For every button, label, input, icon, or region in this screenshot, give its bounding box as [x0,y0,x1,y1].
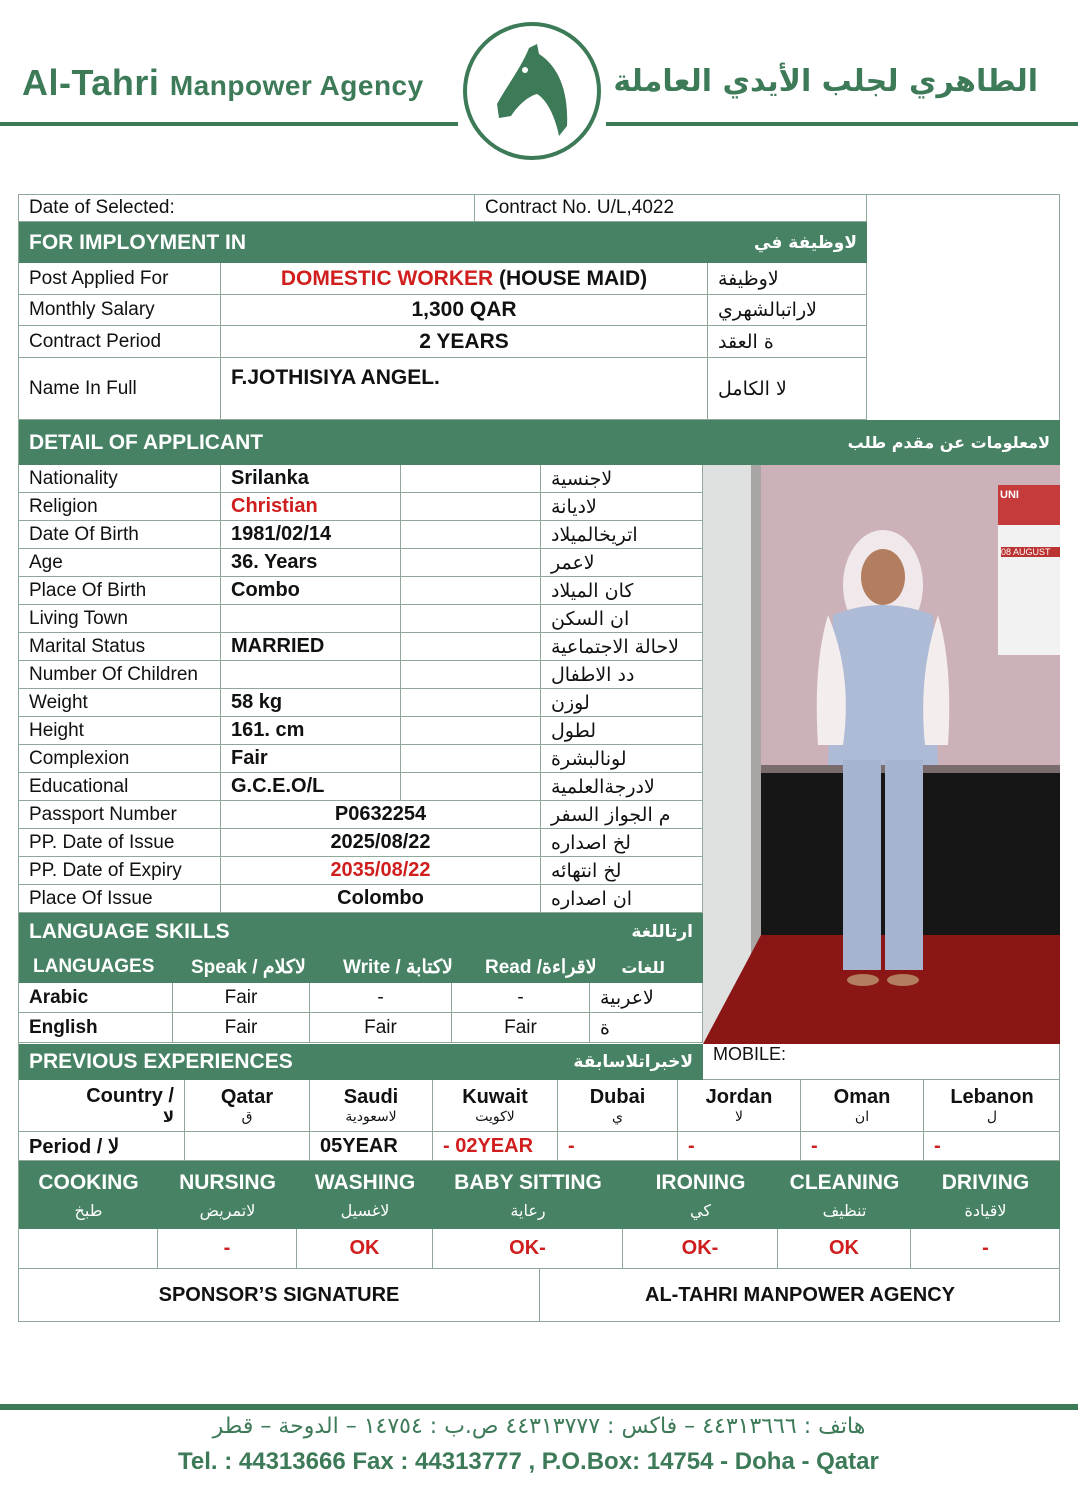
footer-contact-ar: هاتف : ٤٤٣١٣٦٦٦ – فاكس : ٤٤٣١٣٧٧٧ ص.ب : ١٤٧٥٤ – الدوحة – قطر [212,1414,866,1439]
skill-header-cell [433,1161,623,1229]
country-cell [678,1080,801,1132]
applicant-ar-cell: لاديانة [541,493,703,521]
date-selected-label: Date of Selected: [19,195,475,222]
language-lang-cell: Arabic [19,983,173,1013]
calendar-month: 08 AUGUST [1001,547,1060,557]
applicant-spacer-cell [401,549,541,577]
language-speak-cell: Fair [173,983,310,1013]
applicant-label-cell: Number Of Children [19,661,221,689]
applicant-label-cell: Date Of Birth [19,521,221,549]
applicant-spacer-cell [401,661,541,689]
applicant-label-cell: Complexion [19,745,221,773]
skill-name-ar: لاغسيل [340,1200,390,1220]
skill-value-cell: OK- [623,1229,778,1269]
applicant-value-cell: 2035/08/22 [221,857,541,885]
full-name-label-ar: لا الكامل [708,358,867,420]
lang-header-write: Write / لاكتابة [343,956,453,978]
contract-period-label: Contract Period [19,326,221,358]
applicant-value-cell: Combo [221,577,401,605]
applicant-value-cell: Fair [221,745,401,773]
applicant-ar-cell: لوزن [541,689,703,717]
contract-period-label-ar: ة العقد [708,326,867,358]
post-applied-label: Post Applied For [19,263,221,295]
employment-bar-title-ar: لاوظيفة في [754,232,857,253]
applicant-label-cell: Height [19,717,221,745]
applicant-ar-cell: لونالبشرة [541,745,703,773]
applicant-label-cell: Nationality [19,465,221,493]
skill-name: BABY SITTING [454,1170,602,1194]
applicant-value-cell: 36. Years [221,549,401,577]
language-header-row [19,951,703,983]
skill-header-cell [623,1161,778,1229]
applicant-label-cell: Religion [19,493,221,521]
applicant-value-cell: G.C.E.O/L [221,773,401,801]
lang-header-speak: Speak / لاكلام [191,956,306,978]
experience-bar [19,1044,703,1080]
country-name-ar: ان [854,1109,870,1125]
skill-name: IRONING [655,1170,746,1194]
country-period-cell: - 02YEAR [433,1132,558,1161]
full-name-label: Name In Full [19,358,221,420]
country-cell [185,1080,310,1132]
applicant-ar-cell: لاعمر [541,549,703,577]
applicant-label-cell: Place Of Birth [19,577,221,605]
language-read-cell: Fair [452,1013,590,1043]
language-lang-cell: English [19,1013,173,1043]
agency-name-part-2: Manpower Agency [169,70,424,101]
skill-name: CLEANING [789,1170,900,1194]
applicant-value-cell [221,661,401,689]
applicant-ar-cell: لخ اصداره [541,829,703,857]
country-name-ar: لاسعودية [345,1109,397,1125]
applicant-label-cell: PP. Date of Expiry [19,857,221,885]
full-name-value: F.JOTHISIYA ANGEL. [221,358,708,420]
salary-label-ar: لاراتبالشهري [708,295,867,326]
country-period-cell: - [678,1132,801,1161]
country-period-cell: 05YEAR [310,1132,433,1161]
sponsor-signature-label: SPONSOR’S SIGNATURE [19,1269,540,1322]
country-name-ar: ي [612,1109,623,1125]
skill-name-ar: رعاية [510,1200,546,1220]
country-name: Oman [833,1086,891,1108]
applicant-spacer-cell [401,745,541,773]
letterhead [0,0,1078,150]
footer-contact-en: Tel. : 44313666 Fax : 44313777 , P.O.Box: 14754 - Doha - Qatar [178,1448,879,1475]
country-name-ar: لا [735,1109,743,1125]
skill-value-cell [19,1229,158,1269]
applicant-label-cell: Weight [19,689,221,717]
wall-calendar [1000,489,1060,501]
country-name: Kuwait [462,1086,528,1108]
applicant-spacer-cell [401,633,541,661]
header-rule-right [606,122,1078,126]
applicant-label-cell: Educational [19,773,221,801]
applicant-ar-cell: لاحالة الاجتماعية [541,633,703,661]
applicant-spacer-cell [401,493,541,521]
contract-number: Contract No. U/L,4022 [475,195,867,222]
applicant-value-cell [221,605,401,633]
skills-header [19,1161,1060,1229]
language-bar-title-ar: ارتاللغة [631,922,693,942]
salary-label: Monthly Salary [19,295,221,326]
calendar-brand: UNI [1000,489,1019,501]
employment-bar-title: FOR IMPLOYMENT IN [29,230,246,254]
applicant-photo [703,465,1060,1044]
applicant-ar-cell: ان اصداره [541,885,703,913]
language-read-cell: - [452,983,590,1013]
agency-name-ar: الطاهري لجلب الأيدي العاملة [613,64,1038,99]
applicant-ar-cell: لخ انتهائه [541,857,703,885]
applicant-spacer-cell [401,605,541,633]
country-label: Country / [86,1085,174,1107]
applicant-ar-cell: دد الاطفال [541,661,703,689]
country-period-cell: - [924,1132,1060,1161]
language-bar [19,913,703,951]
country-cell [924,1080,1060,1132]
applicant-label-cell: Living Town [19,605,221,633]
lang-header-read: Read /لاقراءة [485,956,597,978]
applicant-ar-cell: اتريخالميلاد [541,521,703,549]
applicant-label-cell: Place Of Issue [19,885,221,913]
skill-value-cell: OK [778,1229,911,1269]
country-period-cell: - [801,1132,924,1161]
post-applied-value-detail: (HOUSE MAID) [499,266,648,290]
skill-name-ar: لاقيادة [964,1200,1007,1220]
skill-name-ar: لاتمريض [199,1200,256,1220]
applicant-label-cell: Age [19,549,221,577]
language-ar-cell: ة [590,1013,703,1043]
applicant-value-cell: 2025/08/22 [221,829,541,857]
language-write-cell: Fair [310,1013,452,1043]
salary-value: 1,300 QAR [221,295,708,326]
lang-header-languages: LANGUAGES [33,956,155,977]
country-cell [310,1080,433,1132]
applicant-ar-cell: ان السكن [541,605,703,633]
period-label-cell: Period / لا [19,1132,185,1161]
applicant-label-cell: Marital Status [19,633,221,661]
skill-name-ar: تنظيف [822,1200,867,1220]
post-applied-label-ar: لاوظيفة [708,263,867,295]
skill-name: COOKING [38,1170,139,1194]
country-period-cell: - [558,1132,678,1161]
applicant-value-cell: 1981/02/14 [221,521,401,549]
footer-rule [0,1404,1078,1410]
applicant-spacer-cell [401,773,541,801]
country-name: Saudi [343,1086,399,1108]
country-name: Lebanon [950,1086,1034,1108]
country-name: Jordan [705,1086,773,1108]
application-form [18,194,1060,1322]
applicant-ar-cell: لادرجةالعلمية [541,773,703,801]
skill-value-cell: - [911,1229,1060,1269]
skill-header-cell [778,1161,911,1229]
country-name-ar: لاكويت [475,1109,515,1125]
country-cell [433,1080,558,1132]
language-speak-cell: Fair [173,1013,310,1043]
country-label-cell [19,1080,185,1132]
applicant-value-cell: 58 kg [221,689,401,717]
skill-name-ar: كي [690,1200,711,1220]
header-rule-left [0,122,458,126]
applicant-value-cell: P0632254 [221,801,541,829]
applicant-ar-cell: لاجنسية [541,465,703,493]
applicant-ar-cell: لطول [541,717,703,745]
applicant-value-cell: Colombo [221,885,541,913]
applicant-spacer-cell [401,717,541,745]
applicant-spacer-cell [401,465,541,493]
applicant-spacer-cell [401,521,541,549]
applicant-bar-title: DETAIL OF APPLICANT [29,430,264,454]
country-name-ar: ق [241,1109,253,1125]
experience-bar-title: PREVIOUS EXPERIENCES [29,1050,293,1073]
skill-name: DRIVING [941,1170,1030,1194]
country-label-ar: لا [162,1108,174,1126]
agency-signature-label: AL-TAHRI MANPOWER AGENCY [540,1269,1060,1322]
country-cell [801,1080,924,1132]
country-cell [558,1080,678,1132]
experience-bar-title-ar: لاخبراتلاسابقة [573,1052,693,1072]
country-name: Dubai [589,1086,646,1108]
applicant-value-cell: 161. cm [221,717,401,745]
skill-header-cell [297,1161,433,1229]
country-period-cell [185,1132,310,1161]
applicant-label-cell: Passport Number [19,801,221,829]
applicant-spacer-cell [401,577,541,605]
skill-value-cell: OK- [433,1229,623,1269]
applicant-spacer-cell [401,689,541,717]
agency-name-part-1: Al-Tahri [22,62,160,103]
applicant-label-cell: PP. Date of Issue [19,829,221,857]
skill-header-cell [911,1161,1060,1229]
skill-name: NURSING [179,1170,276,1194]
agency-name-en [22,62,424,104]
skill-value-cell: OK [297,1229,433,1269]
contract-period-value: 2 YEARS [221,326,708,358]
lang-header-ar: للغات [621,957,665,977]
employment-bar [19,222,867,263]
country-name-ar: ل [986,1109,998,1125]
applicant-ar-cell: م الجواز السفر [541,801,703,829]
applicant-value-cell: MARRIED [221,633,401,661]
language-bar-title: LANGUAGE SKILLS [29,920,230,943]
skill-name: WASHING [314,1170,416,1194]
country-name: Qatar [220,1086,274,1108]
post-applied-value [221,263,708,295]
language-write-cell: - [310,983,452,1013]
applicant-value-cell: Christian [221,493,401,521]
applicant-bar [19,420,1060,465]
mobile-label: MOBILE: [703,1044,1060,1080]
applicant-bar-title-ar: لامعلومات عن مقدم طلب [847,433,1050,452]
applicant-ar-cell: كان الميلاد [541,577,703,605]
horse-logo-icon [463,22,601,160]
skill-name-ar: طبخ [74,1200,103,1220]
skill-value-cell: - [158,1229,297,1269]
language-ar-cell: لاعربية [590,983,703,1013]
skill-header-cell [158,1161,297,1229]
skill-header-cell [19,1161,158,1229]
post-applied-value-main: DOMESTIC WORKER [280,266,494,290]
applicant-value-cell: Srilanka [221,465,401,493]
